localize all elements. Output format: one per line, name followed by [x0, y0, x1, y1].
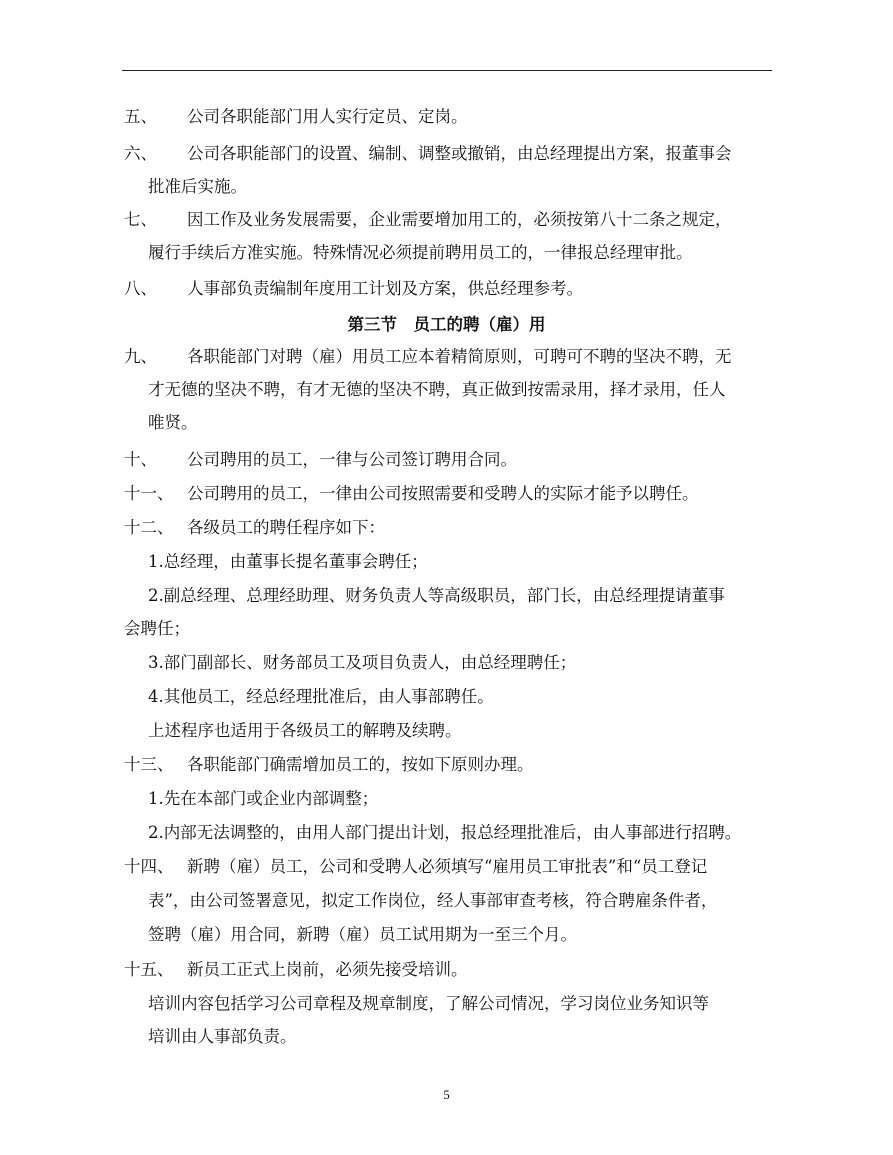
- sub-item: 2.副总经理、总理经助理、财务负责人等高级职员，部门长，由总经理提请董事: [148, 586, 725, 605]
- item-number: 九、: [124, 347, 157, 366]
- item-text: 新聘（雇）员工，公司和受聘人必须填写“雇用员工审批表”和“员工登记: [187, 857, 708, 876]
- item-number: 八、: [124, 279, 157, 298]
- sub-item: 4.其他员工，经总经理批准后，由人事部聘任。: [148, 687, 494, 706]
- item-text: 才无德的坚决不聘，有才无德的坚决不聘，真正做到按需录用，择才录用，任人: [148, 380, 726, 399]
- item-text: 公司聘用的员工，一律与公司签订聘用合同。: [187, 450, 517, 469]
- item-text: 新员工正式上岗前，必须先接受培训。: [187, 960, 468, 979]
- section-heading: 第三节 员工的聘（雇）用: [347, 315, 546, 334]
- item-number: 七、: [124, 210, 157, 229]
- header-rule: [122, 70, 772, 71]
- sub-item: 1.总经理，由董事长提名董事会聘任；: [148, 552, 428, 571]
- page-number: 5: [443, 1087, 450, 1102]
- item-number: 十四、: [124, 857, 174, 876]
- item-text: 履行手续后方准实施。特殊情况必须提前聘用员工的，一律报总经理审批。: [148, 243, 693, 262]
- item-number: 十五、: [124, 960, 174, 979]
- item-text: 各职能部门确需增加员工的，按如下原则办理。: [187, 755, 534, 774]
- item-number: 十二、: [124, 518, 174, 537]
- item-number: 六、: [124, 144, 157, 163]
- sub-item: 3.部门副部长、财务部员工及项目负责人，由总经理聘任；: [148, 653, 577, 672]
- item-text: 公司各职能部门用人实行定员、定岗。: [187, 107, 468, 126]
- item-text: 各级员工的聘任程序如下：: [187, 518, 385, 537]
- item-number: 十一、: [124, 484, 174, 503]
- sub-item: 1.先在本部门或企业内部调整；: [148, 789, 379, 808]
- item-text: 因工作及业务发展需要，企业需要增加用工的，必须按第八十二条之规定，: [187, 210, 732, 229]
- sub-item: 上述程序也适用于各级员工的解聘及续聘。: [148, 721, 462, 740]
- item-number: 十、: [124, 450, 157, 469]
- sub-item: 培训由人事部负责。: [148, 1027, 297, 1046]
- item-text: 表”，由公司签署意见，拟定工作岗位，经人事部审查考核，符合聘雇条件者，: [148, 891, 718, 910]
- item-text: 唯贤。: [148, 413, 198, 432]
- sub-item: 会聘任；: [124, 619, 190, 638]
- item-number: 五、: [124, 107, 157, 126]
- item-text: 公司各职能部门的设置、编制、调整或撤销，由总经理提出方案，报董事会: [187, 144, 732, 163]
- sub-item: 培训内容包括学习公司章程及规章制度，了解公司情况，学习岗位业务知识等: [148, 994, 709, 1013]
- item-text: 批准后实施。: [148, 177, 247, 196]
- item-text: 公司聘用的员工，一律由公司按照需要和受聘人的实际才能予以聘任。: [187, 484, 699, 503]
- item-text: 各职能部门对聘（雇）用员工应本着精简原则，可聘可不聘的坚决不聘，无: [187, 347, 732, 366]
- sub-item: 2.内部无法调整的，由用人部门提出计划，报总经理批准后，由人事部进行招聘。: [148, 823, 742, 842]
- item-number: 十三、: [124, 755, 174, 774]
- item-text: 人事部负责编制年度用工计划及方案，供总经理参考。: [187, 279, 583, 298]
- item-text: 签聘（雇）用合同，新聘（雇）员工试用期为一至三个月。: [148, 925, 577, 944]
